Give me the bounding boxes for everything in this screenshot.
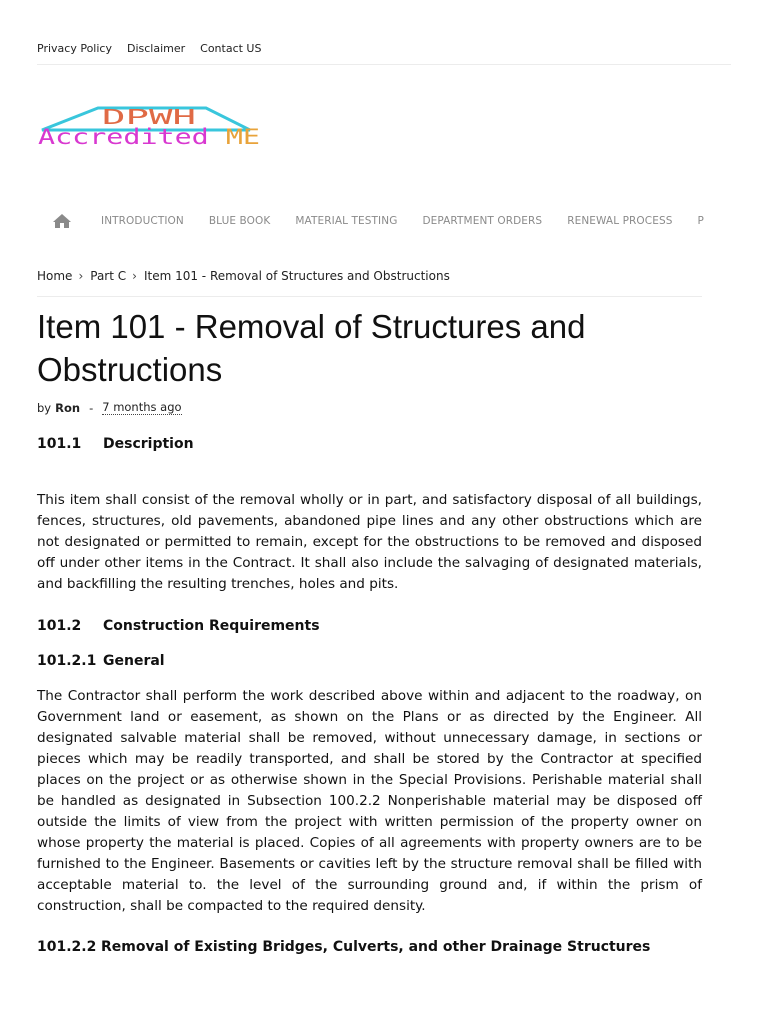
top-links [37,42,261,55]
section-title: Construction Requirements [103,618,320,634]
section-title: Description [103,436,194,452]
logo-line1: DPWH [102,105,196,129]
main-nav [37,205,768,237]
section-number: 101.2.2 [37,939,97,955]
privacy-policy-link[interactable]: Privacy Policy [37,42,112,55]
breadcrumb [37,269,450,283]
section-heading-101-1 [37,434,702,455]
section-heading-101-2-1 [37,651,702,672]
breadcrumb-part[interactable]: Part C [90,269,127,283]
description-paragraph: This item shall consist of the removal wholly or in part, and satisfactory disposal of all buildings, fences, structures, old pavements, abandoned pipe lines and any other obstructions which are not designated or permitted to remain, except for the obstructions to be removed and disposed off under other items in the Contract. It shall also include the salvaging of designated materials, and backfilling the resulting trenches, holes and pits. [37,492,702,592]
section-title: General [103,653,165,669]
breadcrumb-current: Item 101 - Removal of Structures and Obstructions [143,269,450,283]
section-number: 101.1 [37,436,82,452]
page-title: Item 101 - Removal of Structures and Obstructions [37,308,586,388]
site-logo[interactable] [36,104,262,150]
meta-by: by [37,400,52,415]
disclaimer-link[interactable]: Disclaimer [126,42,186,55]
section-title: Removal of Existing Bridges, Culverts, and other Drainage Structures [101,939,651,955]
chevron-right-icon: › [132,269,137,283]
nav-blue-book[interactable]: BLUE BOOK [208,215,271,227]
breadcrumb-divider [37,296,702,297]
nav-department-orders[interactable]: DEPARTMENT ORDERS [422,215,543,227]
nav-introduction[interactable]: INTRODUCTION [101,215,184,227]
section-heading-101-2-2 [37,937,702,958]
nav-renewal-process[interactable]: RENEWAL PROCESS [567,215,673,227]
section-number: 101.2 [37,618,82,634]
general-paragraph: The Contractor shall perform the work described above within and adjacent to the roadway, on Government land or easement, as shown on the Plans or as directed by the Engineer. All designated salvable material shall be removed, without unnecessary damage, in sections or pieces which may be readily transported, and shall be stored by the Contractor at specified places on the project or as otherwise shown in the Special Provisions. Perishable material shall be handled as designated in Subsection 100.2.2 Nonperishable material may be disposed off outside the limits of view from the project with written permission of the property owner on whose property the material is placed. Copies of all agreements with property owners are to be furnished to the Engineer. Basements or cavities left by the structure removal shall be filled with acceptable material to. the level of the surrounding ground and, if within the prism of construction, shall be compacted to the required density. [37,688,702,914]
logo-line2: Accredited ME [38,125,252,149]
post-meta [37,400,182,415]
home-icon [52,213,72,229]
section-number: 101.2.1 [37,653,97,669]
author-link[interactable]: Ron [55,400,81,415]
post-date: 7 months ago [102,400,182,414]
meta-dash: - [89,400,94,415]
section-heading-101-2 [37,616,702,637]
contact-us-link[interactable]: Contact US [200,42,262,55]
top-divider [37,64,731,65]
nav-home[interactable] [37,205,87,237]
nav-overflow-item[interactable]: P [697,215,704,227]
breadcrumb-home[interactable]: Home [37,269,73,283]
nav-material-testing[interactable]: MATERIAL TESTING [295,215,398,227]
chevron-right-icon: › [78,269,84,283]
